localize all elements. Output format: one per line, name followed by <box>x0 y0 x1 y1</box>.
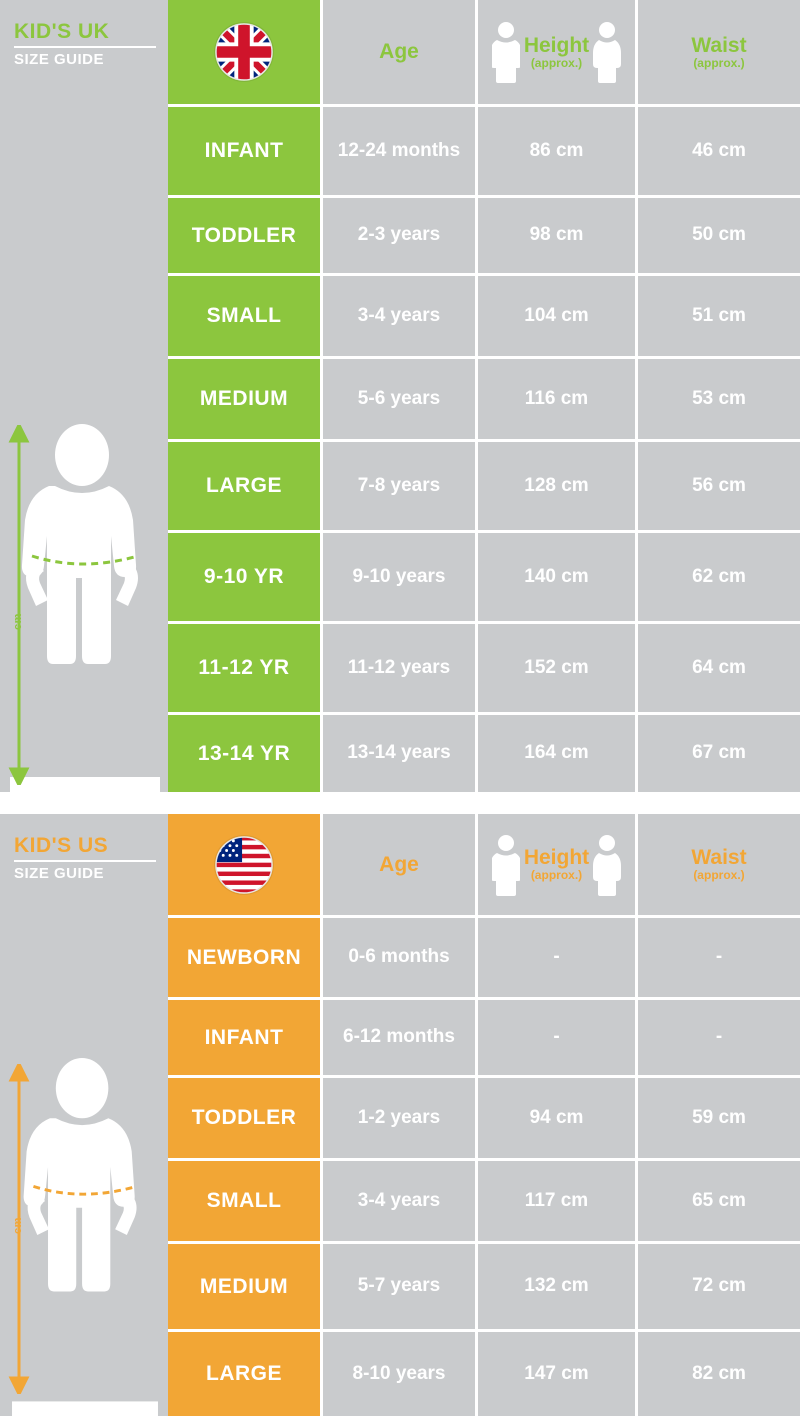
body-front-icon <box>492 834 520 896</box>
uk-height-7: 164 cm <box>478 715 638 792</box>
us-waist-1: - <box>638 1000 800 1078</box>
us-header-waist <box>638 814 800 918</box>
body-side-icon <box>593 21 621 83</box>
uk-age-5: 9-10 years <box>323 533 478 624</box>
height-arrow-icon <box>6 425 32 785</box>
us-header-waist-sub: (approx.) <box>693 868 745 883</box>
table-row <box>168 198 800 276</box>
uk-header-height-sub: (approx.) <box>530 55 583 70</box>
table-row <box>168 442 800 533</box>
table-row <box>168 359 800 442</box>
us-waist-4: 72 cm <box>638 1244 800 1332</box>
us-waist-2: 59 cm <box>638 1078 800 1161</box>
us-size-3: SMALL <box>168 1161 323 1244</box>
us-size-4: MEDIUM <box>168 1244 323 1332</box>
table-row <box>168 715 800 792</box>
uk-size-5: 9-10 YR <box>168 533 323 624</box>
us-table-header-row <box>168 814 800 918</box>
us-height-0: - <box>478 918 638 1000</box>
table-row <box>168 624 800 715</box>
uk-age-3: 5-6 years <box>323 359 478 442</box>
us-flag-icon <box>215 836 273 894</box>
us-waist-5: 82 cm <box>638 1332 800 1416</box>
uk-size-7: 13-14 YR <box>168 715 323 792</box>
us-size-5: LARGE <box>168 1332 323 1416</box>
child-silhouette-icon <box>10 422 160 792</box>
uk-size-0: INFANT <box>168 107 323 198</box>
us-height-5: 147 cm <box>478 1332 638 1416</box>
us-table <box>168 814 800 1416</box>
table-row <box>168 1332 800 1416</box>
uk-height-6: 152 cm <box>478 624 638 715</box>
us-size-guide <box>0 814 800 1416</box>
us-height-1: - <box>478 1000 638 1078</box>
table-row <box>168 1161 800 1244</box>
uk-height-2: 104 cm <box>478 276 638 359</box>
us-height-2: 94 cm <box>478 1078 638 1161</box>
us-waist-3: 65 cm <box>638 1161 800 1244</box>
uk-age-2: 3-4 years <box>323 276 478 359</box>
uk-waist-5: 62 cm <box>638 533 800 624</box>
uk-header-age-label: Age <box>379 40 419 64</box>
uk-header-waist <box>638 0 800 107</box>
uk-title <box>14 20 164 70</box>
child-silhouette-icon <box>10 1056 160 1416</box>
us-age-2: 1-2 years <box>323 1078 478 1161</box>
us-header-height <box>478 814 638 918</box>
uk-age-6: 11-12 years <box>323 624 478 715</box>
uk-waist-6: 64 cm <box>638 624 800 715</box>
uk-flag-icon <box>215 23 273 81</box>
uk-height-1: 98 cm <box>478 198 638 276</box>
us-title-line2: SIZE GUIDE <box>14 860 156 884</box>
us-figure-panel <box>0 814 168 1416</box>
uk-flag-cell <box>168 0 323 107</box>
section-divider <box>0 792 800 814</box>
uk-height-5: 140 cm <box>478 533 638 624</box>
uk-waist-3: 53 cm <box>638 359 800 442</box>
table-row <box>168 276 800 359</box>
uk-age-7: 13-14 years <box>323 715 478 792</box>
us-header-age <box>323 814 478 918</box>
uk-figure-panel <box>0 0 168 792</box>
uk-waist-1: 50 cm <box>638 198 800 276</box>
table-row <box>168 1000 800 1078</box>
uk-title-line2: SIZE GUIDE <box>14 46 156 70</box>
us-header-age-label: Age <box>379 852 419 876</box>
us-age-4: 5-7 years <box>323 1244 478 1332</box>
body-front-icon <box>492 21 520 83</box>
uk-age-0: 12-24 months <box>323 107 478 198</box>
uk-header-waist-label: Waist <box>691 33 747 57</box>
uk-header-height-label: Height <box>523 33 590 57</box>
uk-waist-7: 67 cm <box>638 715 800 792</box>
uk-waist-2: 51 cm <box>638 276 800 359</box>
us-cm-label: cm <box>12 1217 24 1234</box>
uk-cm-label: cm <box>12 613 24 630</box>
uk-header-age <box>323 0 478 107</box>
us-age-0: 0-6 months <box>323 918 478 1000</box>
us-size-2: TODDLER <box>168 1078 323 1161</box>
uk-size-2: SMALL <box>168 276 323 359</box>
uk-header-height <box>478 0 638 107</box>
table-row <box>168 1078 800 1161</box>
uk-size-1: TODDLER <box>168 198 323 276</box>
uk-height-4: 128 cm <box>478 442 638 533</box>
us-age-3: 3-4 years <box>323 1161 478 1244</box>
uk-waist-4: 56 cm <box>638 442 800 533</box>
us-height-3: 117 cm <box>478 1161 638 1244</box>
uk-size-4: LARGE <box>168 442 323 533</box>
uk-age-1: 2-3 years <box>323 198 478 276</box>
us-size-0: NEWBORN <box>168 918 323 1000</box>
us-height-4: 132 cm <box>478 1244 638 1332</box>
table-row <box>168 107 800 198</box>
us-size-1: INFANT <box>168 1000 323 1078</box>
uk-size-6: 11-12 YR <box>168 624 323 715</box>
table-row <box>168 533 800 624</box>
uk-size-3: MEDIUM <box>168 359 323 442</box>
us-title-line1: KID'S US <box>14 834 109 857</box>
table-row <box>168 1244 800 1332</box>
us-header-waist-label: Waist <box>691 846 747 870</box>
table-row <box>168 918 800 1000</box>
uk-waist-0: 46 cm <box>638 107 800 198</box>
us-age-5: 8-10 years <box>323 1332 478 1416</box>
uk-title-line1: KID'S UK <box>14 20 110 43</box>
uk-age-4: 7-8 years <box>323 442 478 533</box>
uk-header-waist-sub: (approx.) <box>693 55 745 70</box>
body-side-icon <box>593 834 621 896</box>
us-flag-cell <box>168 814 323 918</box>
us-header-height-label: Height <box>523 846 590 870</box>
us-title <box>14 834 164 884</box>
uk-table-header-row <box>168 0 800 107</box>
us-age-1: 6-12 months <box>323 1000 478 1078</box>
uk-height-0: 86 cm <box>478 107 638 198</box>
us-waist-0: - <box>638 918 800 1000</box>
uk-table <box>168 0 800 792</box>
us-header-height-sub: (approx.) <box>530 868 583 883</box>
uk-height-3: 116 cm <box>478 359 638 442</box>
